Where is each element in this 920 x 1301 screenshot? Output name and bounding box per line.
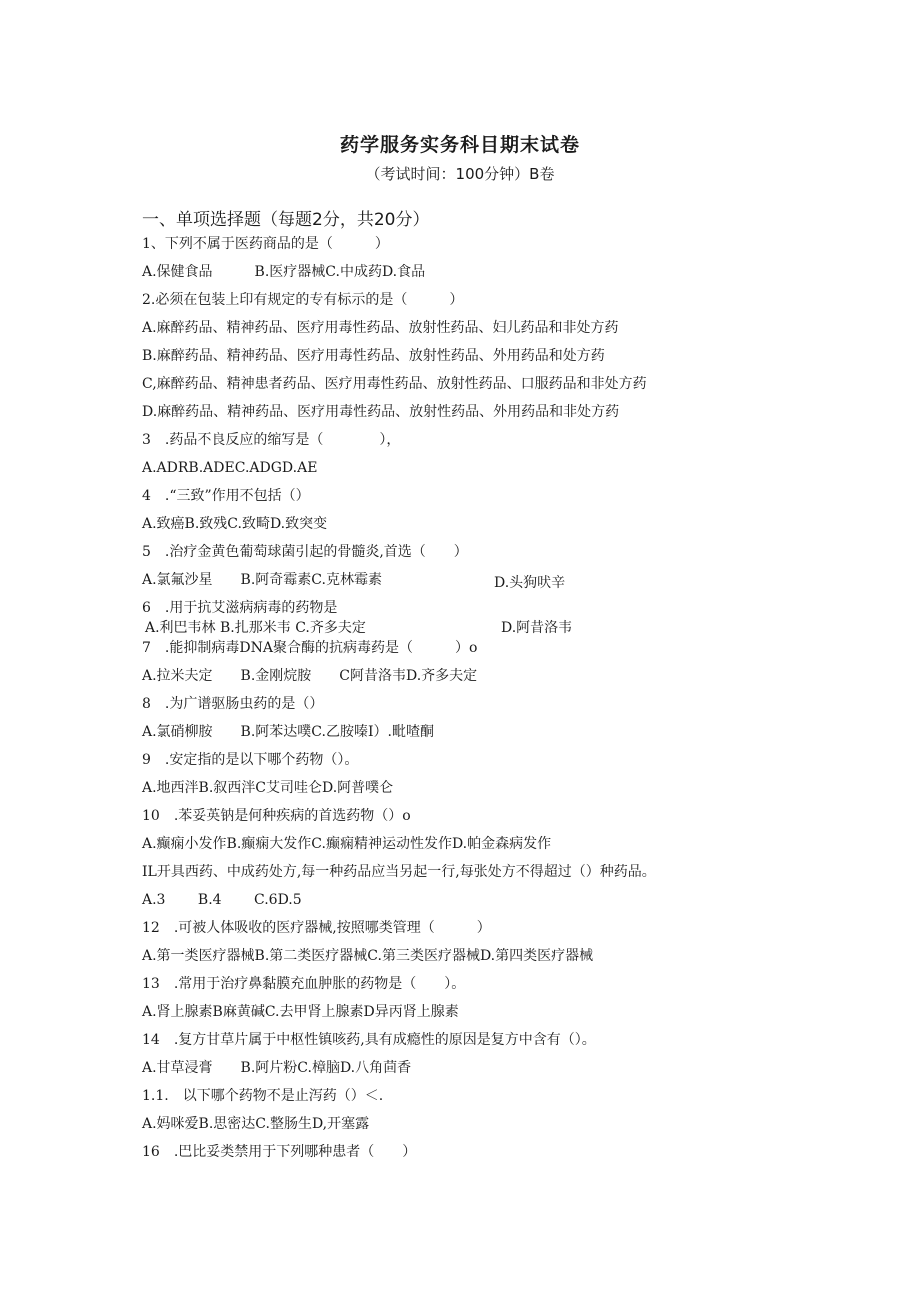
question-line: 9 .安定指的是以下哪个药物（）。 xyxy=(142,752,359,768)
answer-options-line: A.3 B.4 C.6D.5 xyxy=(142,892,302,908)
question-line: 2.必须在包装上印有规定的专有标示的是（ ） xyxy=(142,292,464,308)
answer-options-line: A.氯氟沙星 B.阿奇霉素C.克林霉素 xyxy=(142,572,382,588)
answer-options-line: A.肾上腺素B麻黄碱C.去甲肾上腺素D异丙肾上腺素 xyxy=(142,1004,459,1020)
question-line: 16 .巴比妥类禁用于下列哪种患者（ ） xyxy=(142,1144,417,1160)
answer-options-line: A.癫痫小发作B.癫痫大发作C.癫痫精神运动性发作D.帕金森病发作 xyxy=(142,836,552,852)
question-line: 1、下列不属于医药商品的是（ ） xyxy=(142,236,389,252)
answer-options-line: B.麻醉药品、精神药品、医疗用毒性药品、放射性药品、外用药品和处方药 xyxy=(142,348,605,364)
question-line: 5 .治疗金黄色葡萄球菌引起的骨髓炎,首选（ ） xyxy=(142,544,468,560)
question-line: 6 .用于抗艾滋病病毒的药物是 xyxy=(142,600,338,616)
exam-title: 药学服务实务科目期末试卷 xyxy=(339,134,580,156)
answer-options-line: A.麻醉药品、精神药品、医疗用毒性药品、放射性药品、妇儿药品和非处方药 xyxy=(142,320,619,336)
question-line: 8 .为广谱驱肠虫药的是（） xyxy=(142,696,324,712)
answer-options-line: A.ADRB.ADEC.ADGD.AE xyxy=(142,460,318,476)
answer-options-line: C,麻醉药品、精神患者药品、医疗用毒性药品、放射性药品、口服药品和非处方药 xyxy=(142,376,647,392)
question-line: 7 .能抑制病毒DNA聚合酶的抗病毒药是（ ）o xyxy=(142,640,478,656)
question-line: IL开具西药、中成药处方,每一种药品应当另起一行,每张处方不得超过（）种药品。 xyxy=(142,864,656,880)
question-line: 12 .可被人体吸收的医疗器械,按照哪类管理（ ） xyxy=(142,920,491,936)
answer-option-d: D.头狗吠辛 xyxy=(494,575,566,591)
answer-options-line: A.第一类医疗器械B.第二类医疗器械C.第三类医疗器械D.第四类医疗器械 xyxy=(142,948,594,964)
answer-options-line: A.拉米夫定 B.金刚烷胺 C阿昔洛韦D.齐多夫定 xyxy=(142,668,478,684)
question-line: 10 .苯妥英钠是何种疾病的首选药物（）o xyxy=(142,808,411,824)
answer-options-line: A.利巴韦林 B.扎那米韦 C.齐多夫定 xyxy=(145,620,366,636)
answer-options-line: A.保健食品 B.医疗器械C.中成药D.食品 xyxy=(142,264,426,280)
question-line: 14 .复方甘草片属于中枢性镇咳药,具有成瘾性的原因是复方中含有（）。 xyxy=(142,1032,596,1048)
exam-subtitle: （考试时间：100分钟）B卷 xyxy=(365,165,555,183)
answer-options-line: A.妈咪爱B.思密达C.整肠生D,开塞露 xyxy=(142,1116,370,1132)
section-heading: 一、单项选择题（每题2分，共20分） xyxy=(142,210,430,230)
answer-options-line: D.麻醉药品、精神药品、医疗用毒性药品、放射性药品、外用药品和非处方药 xyxy=(142,404,620,420)
answer-options-line: A.地西泮B.叙西泮C艾司哇仑D.阿普噗仑 xyxy=(142,780,394,796)
answer-options-line: A.氯硝柳胺 B.阿苯达噗C.乙胺嗪I）.毗喳酮 xyxy=(142,724,434,740)
answer-options-line: A.致癌B.致残C.致畸D.致突变 xyxy=(142,516,328,532)
answer-option-d: D.阿昔洛韦 xyxy=(501,620,573,636)
answer-options-line: A.甘草浸膏 B.阿片粉C.樟脑D.八角茴香 xyxy=(142,1060,412,1076)
question-line: 3 .药品不良反应的缩写是（ ）， xyxy=(142,432,401,448)
question-line: 1.1. 以下哪个药物不是止泻药（）＜. xyxy=(142,1088,384,1104)
question-line: 13 .常用于治疗鼻黏膜充血肿胀的药物是（ ）。 xyxy=(142,976,466,992)
question-line: 4 .“三致”作用不包括（） xyxy=(142,488,310,504)
